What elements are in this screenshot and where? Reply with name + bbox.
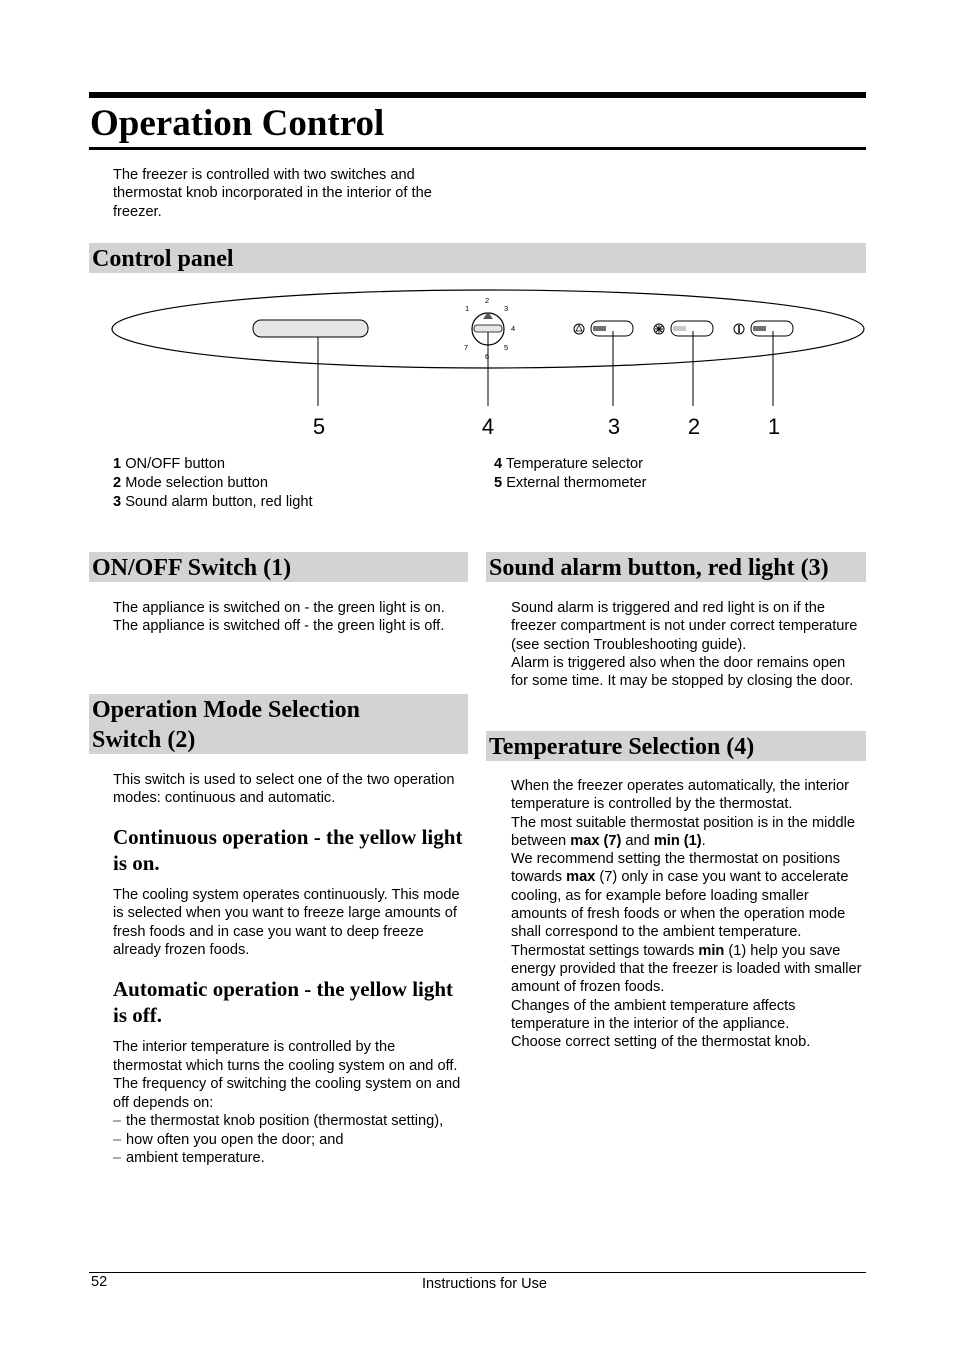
dial-number-6: 6 — [485, 352, 490, 361]
title-bottom-rule — [89, 147, 866, 150]
callout-2: 2 — [687, 414, 701, 439]
footer-rule — [89, 1272, 866, 1273]
callout-4: 4 — [481, 414, 495, 439]
callout-5: 5 — [312, 414, 326, 439]
legend-item: 1 ON/OFF button — [113, 456, 225, 472]
onoff-heading: ON/OFF Switch (1) — [92, 555, 292, 581]
temp-text: When the freezer operates automatically, the interior temperature is controlled by the thermostat. The most suitable thermostat position is in the middle between max (7) and min (1). We recommend setting the thermostat on positions towards max (7) only in case you want to accelerate cooling, as for example before loading smaller amounts of fresh foods or when the operation mode shall correspond to the ambient temperature. Thermostat settings towards min (1) help you save energy provided that the freezer is loaded with smaller amount of frozen foods. Changes of the ambient temperature affects temperature in the interior of the appliance. Choose correct setting of the thermostat knob. — [511, 778, 862, 1051]
list-item: – ambient temperature. — [113, 1149, 467, 1168]
footer-title: Instructions for Use — [422, 1276, 547, 1292]
temp-header — [486, 731, 866, 761]
title-top-rule — [89, 92, 866, 98]
page-title: Operation Control — [90, 103, 385, 144]
power-icon — [734, 324, 744, 334]
dial-number-4: 4 — [511, 324, 516, 333]
alarm-header — [486, 552, 866, 582]
mode-header — [89, 694, 468, 754]
alarm-red-light — [593, 326, 606, 331]
legend-right — [494, 455, 854, 493]
temp-heading: Temperature Selection (4) — [489, 734, 755, 760]
snowflake-icon — [654, 324, 664, 334]
intro-text: The freezer is controlled with two switches and thermostat knob incorporated in the interior of the freezer. — [113, 167, 432, 220]
legend-item: 4 Temperature selector — [494, 456, 644, 472]
list-item: – how often you open the door; and — [113, 1131, 467, 1150]
alarm-text: Sound alarm is triggered and red light is on if the freezer compartment is not under correct temperature (see section Troubleshooting guide). Alarm is triggered also when the door remains open for some time. It may be stopped by closing the door. — [511, 600, 858, 690]
callout-3: 3 — [607, 414, 621, 439]
mode-intro: This switch is used to select one of the two operation modes: continuous and automatic. — [113, 772, 455, 807]
legend-item: 5 External thermometer — [494, 475, 647, 491]
alarm-icon — [574, 324, 584, 334]
callout-1: 1 — [767, 414, 781, 439]
dial-number-1: 1 — [465, 304, 470, 313]
continuous-text: The cooling system operates continuously. This mode is selected when you want to freeze large amounts of fresh foods and in case you want to deep freeze already frozen foods. — [113, 887, 460, 958]
legend-item: 2 Mode selection button — [113, 475, 268, 491]
dial-number-3: 3 — [504, 304, 509, 313]
factor-list — [113, 1112, 467, 1168]
onoff-header — [89, 552, 468, 582]
legend-item: 3 Sound alarm button, red light — [113, 494, 313, 510]
dial-number-7: 7 — [464, 343, 469, 352]
control-panel-diagram — [100, 283, 880, 448]
onoff-text: The appliance is switched on - the green light is on. The appliance is switched off - the green light is off. — [113, 600, 445, 635]
dial-number-2: 2 — [485, 296, 490, 305]
alarm-heading: Sound alarm button, red light (3) — [489, 555, 829, 581]
control-panel-heading: Control panel — [92, 246, 234, 272]
list-item: – the thermostat knob position (thermostat setting), — [113, 1112, 467, 1131]
page-number: 52 — [91, 1274, 108, 1290]
continuous-heading: Continuous operation - the yellow light is on. — [113, 825, 463, 875]
automatic-heading: Automatic operation - the yellow light is off. — [113, 977, 454, 1027]
mode-heading-line1: Operation Mode Selection — [92, 697, 360, 723]
mode-yellow-light — [673, 326, 686, 331]
callout-leader-lines — [318, 331, 773, 406]
control-panel-header — [89, 243, 866, 273]
automatic-text: The interior temperature is controlled by the thermostat which turns the cooling system on and off. The frequency of switching the cooling system on and off depends on: – the thermostat knob position (thermostat setting), – how often you open the door; and – ambient temperature. — [113, 1038, 467, 1168]
legend-left — [113, 455, 473, 512]
mode-heading-line2: Switch (2) — [92, 727, 196, 753]
external-thermometer — [253, 320, 368, 337]
on-off-green-light — [753, 326, 766, 331]
dial-number-5: 5 — [504, 343, 509, 352]
